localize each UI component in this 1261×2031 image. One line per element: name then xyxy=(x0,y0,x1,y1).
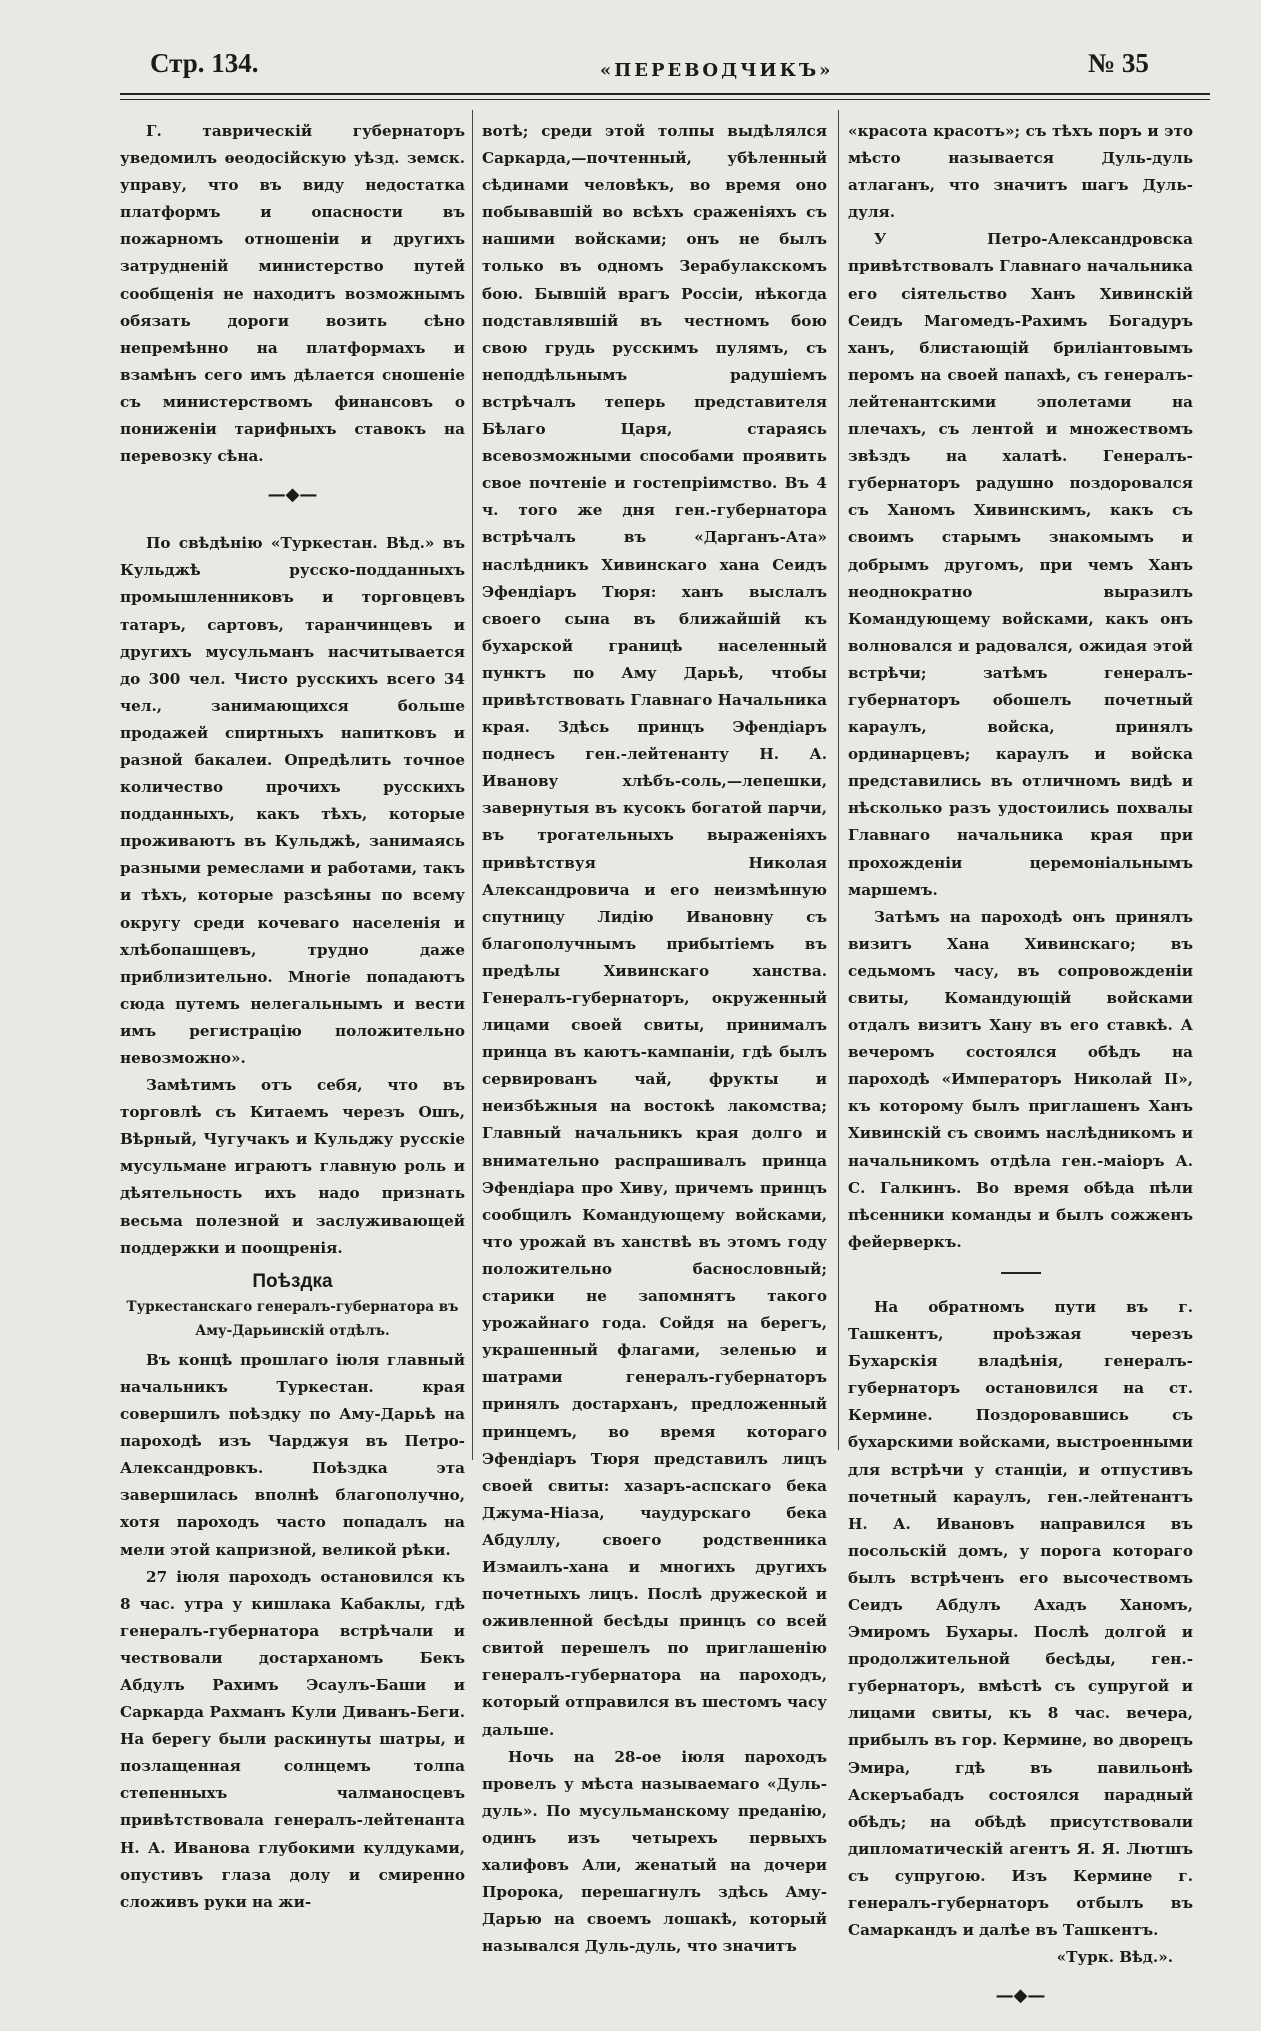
column-2 xyxy=(482,118,827,1960)
source-attribution: «Турк. Вѣд.». xyxy=(1056,1948,1173,1967)
short-rule xyxy=(1001,1272,1041,1274)
column-3 xyxy=(848,118,1193,2031)
article-paragraph: «красота красотъ»; съ тѣхъ поръ и это мѣсто называется Дуль-дуль атлаганъ, что значитъ шагъ Дуль-дуля. xyxy=(848,122,1193,222)
article-paragraph: Г. таврическій губернаторъ уведомилъ ѳеодосійскую уѣзд. земск. управу, что въ виду недостатка платформъ и опасности въ пожарномъ отношеніи и другихъ затрудненій министерство путей сообщенія не находитъ возможнымъ обязать дороги возить сѣно непремѣнно на платформахъ и взамѣнъ сего имъ дѣлается сношеніе съ министерствомъ финансовъ о пониженіи тарифныхъ ставокъ на перевозку сѣна. xyxy=(120,122,465,466)
article-subheading: Туркестанскаго генералъ-губернатора въ Аму-Дарьинскій отдѣлъ. xyxy=(126,1298,459,1339)
article-paragraph: вотѣ; среди этой толпы выдѣлялся Саркарда,—почтенный, убѣленный сѣдинами человѣкъ, во время оно побывавшій во всѣхъ сраженіяхъ съ нашими войсками; онъ не былъ только въ одномъ Зерабулакскомъ бою. Бывшій врагъ Россіи, нѣкогда подставлявшій въ честномъ бою свою грудь русскимъ пулямъ, съ неподдѣльнымъ радушіемъ встрѣчалъ теперь представителя Бѣлаго Царя, стараясь всевозможными способами проявить свое почтеніе и гостепріимство. Въ 4 ч. того же дня ген.-губернатора встрѣчалъ въ «Дарганъ-Ата» наслѣдникъ Хивинскаго хана Сеидъ Эфендіаръ Тюря: ханъ выслалъ своего сына въ ближайшій къ бухарской границѣ населенный пунктъ по Аму Дарьѣ, чтобы привѣтствовать Главнаго Начальника края. Здѣсь принцъ Эфендіаръ поднесъ ген.-лейтенанту Н. А. Иванову хлѣбъ-соль,—лепешки, завернутыя въ кусокъ богатой парчи, въ трогательныхъ выраженіяхъ привѣтствуя Николая Александровича и его неизмѣнную спутницу Лидію Ивановну съ благополучнымъ прибытіемъ въ предѣлы Хивинскаго ханства. Генералъ-губернаторъ, окруженный лицами своей свиты, принималъ принца въ каютъ-кампаніи, гдѣ былъ сервированъ чай, фрукты и неизбѣжныя на востокѣ лакомства; Главный начальникъ края долго и внимательно распрашивалъ принца Эфендіара про Хиву, причемъ принцъ сообщилъ Командующему войсками, что урожай въ ханствѣ въ этомъ году положительно баснословный; старики не запомнятъ такого урожайнаго года. Сойдя на берегъ, украшенный флагами, зеленью и шатрами генералъ-губернаторъ принялъ достарханъ, предложенный принцемъ, во время котораго Эфендіаръ Тюря представилъ лицъ своей свиты: хазаръ-аспскаго бека Джума-Ніаза, чаудурскаго бека Абдуллу, своего родственника Измаилъ-хана и многихъ другихъ почетныхъ лицъ. Послѣ дружеской и оживленной бесѣды принцъ со всей свитой перешелъ по приглашенію генералъ-губернатора на пароходъ, который отправился въ шестомъ часу дальше. xyxy=(482,122,828,1739)
article-paragraph: У Петро-Александровска привѣтствовалъ Главнаго начальника его сіятельство Ханъ Хивинскій Сеидъ Магомедъ-Рахимъ Богадуръ ханъ, блистающій бриліантовымъ перомъ на своей папахѣ, съ генералъ-лейтенантскими эполетами на плечахъ, съ лентой и множествомъ звѣздъ на халатѣ. Генералъ-губернаторъ радушно поздоровался съ Ханомъ Хивинскимъ, какъ съ своимъ старымъ знакомымъ и добрымъ другомъ, при чемъ Ханъ неоднократно выразилъ Командующему войсками, какъ онъ волновался и радовался, ожидая этой встрѣчи; затѣмъ генералъ-губернаторъ обошелъ почетный караулъ, войска, принялъ ординарцевъ; караулъ и войска представились въ отличномъ видѣ и нѣсколько разъ удостоились похвалы Главнаго начальника края при прохожденіи церемоніальнымъ маршемъ. xyxy=(848,230,1193,899)
ornament-divider: —◆— xyxy=(995,1985,1046,2007)
article-paragraph: Затѣмъ на пароходѣ онъ принялъ визитъ Хана Хивинскаго; въ седьмомъ часу, въ сопровожденіи свиты, Командующій войсками отдалъ визитъ Хану въ его ставкѣ. А вечеромъ состоялся обѣдъ на пароходѣ «Императоръ Николай II», къ которому былъ приглашенъ Ханъ Хивинскій съ своимъ наслѣдникомъ и начальникомъ отдѣла ген.-маіоръ А. С. Галкинъ. Во время обѣда пѣли пѣсенники команды и былъ сожженъ фейерверкъ. xyxy=(848,907,1193,1251)
newspaper-title: «ПЕРЕВОДЧИКЪ» xyxy=(600,60,834,81)
article-paragraph: Въ концѣ прошлаго іюля главный начальникъ Туркестан. края совершилъ поѣздку по Аму-Дарьѣ на пароходѣ изъ Чарджуя въ Петро-Александровкъ. Поѣздка эта завершилась вполнѣ благополучно, хотя пароходъ часто попадалъ на мели этой капризной, великой рѣки. xyxy=(120,1350,465,1559)
header-rule-top xyxy=(120,93,1210,95)
column-divider xyxy=(472,110,473,1460)
column-divider xyxy=(838,110,839,1450)
ornament-divider: —◆— xyxy=(267,484,318,506)
article-paragraph: Замѣтимъ отъ себя, что въ торговлѣ съ Китаемъ черезъ Ошъ, Вѣрный, Чугучакъ и Кульджу русскіе мусульмане играютъ главную роль и дѣятельность ихъ надо признать весьма полезной и заслуживающей поддержки и поощренія. xyxy=(120,1076,465,1257)
article-heading: Поѣздка xyxy=(252,1270,333,1292)
article-paragraph: По свѣдѣнію «Туркестан. Вѣд.» въ Кульджѣ русско-подданныхъ промышленниковъ и торговцевъ татаръ, сартовъ, таранчинцевъ и другихъ мусульманъ насчитывается до 300 чел. Чисто русскихъ всего 34 чел., занимающихся больше продажей спиртныхъ напитковъ и разной бакалеи. Опредѣлить точное количество прочихъ русскихъ подданныхъ, какъ тѣхъ, которые проживаютъ въ Кульджѣ, занимаясь разными ремеслами и работами, такъ и тѣхъ, которые разсѣяны по всему округу среди кочеваго населенія и хлѣбопашцевъ, трудно даже приблизительно. Многіе попадаютъ сюда путемъ нелегальнымъ и вести имъ регистрацію положительно невозможно». xyxy=(120,534,465,1067)
page-number: Стр. 134. xyxy=(150,48,259,78)
article-paragraph: На обратномъ пути въ г. Ташкентъ, проѣзжая черезъ Бухарскія владѣнія, генералъ-губернаторъ остановился на ст. Кермине. Поздоровавшись съ бухарскими войсками, выстроенными для встрѣчи у станціи, и отпустивъ почетный караулъ, ген.-лейтенантъ Н. А. Ивановъ направился въ посольскій домъ, у порога котораго былъ встрѣченъ его высочествомъ Сеидъ Абдулъ Ахадъ Ханомъ, Эмиромъ Бухары. Послѣ долгой и продолжительной бесѣды, ген.-губернаторъ, вмѣстѣ съ супругой и лицами свиты, къ 8 час. вечера, прибылъ въ гор. Кермине, во дворецъ Эмира, гдѣ въ павильонѣ Аскеръабадъ состоялся парадный обѣдъ; на обѣдѣ присутствовали дипломатическій агентъ Я. Я. Лютшъ съ супругою. Изъ Кермине г. генералъ-губернаторъ отбылъ въ Самаркандъ и далѣе въ Ташкентъ. xyxy=(848,1297,1193,1940)
column-1 xyxy=(120,118,465,1916)
issue-number: № 35 xyxy=(1088,48,1149,78)
header-rule-bottom xyxy=(120,99,1210,100)
article-paragraph: Ночь на 28-ое іюля пароходъ провелъ у мѣста называемаго «Дуль-дуль». По мусульманскому преданію, одинъ изъ четырехъ первыхъ халифовъ Али, женатый на дочери Пророка, перешагнулъ здѣсь Аму-Дарью на своемъ лошакѣ, который назывался Дуль-дуль, что значитъ xyxy=(482,1747,827,1956)
article-paragraph: 27 іюля пароходъ остановился къ 8 час. утра у кишлака Кабаклы, гдѣ генералъ-губернатора встрѣчали и чествовали достарханомъ Бекъ Абдулъ Рахимъ Эсаулъ-Баши и Саркарда Рахманъ Кули Диванъ-Беги. На берегу были раскинуты шатры, и позлащенная солнцемъ толпа степенныхъ чалманосцевъ привѣтствовала генералъ-лейтенанта Н. А. Иванова глубокими кулдуками, опустивъ глаза долу и смиренно сложивъ руки на жи- xyxy=(120,1567,465,1911)
